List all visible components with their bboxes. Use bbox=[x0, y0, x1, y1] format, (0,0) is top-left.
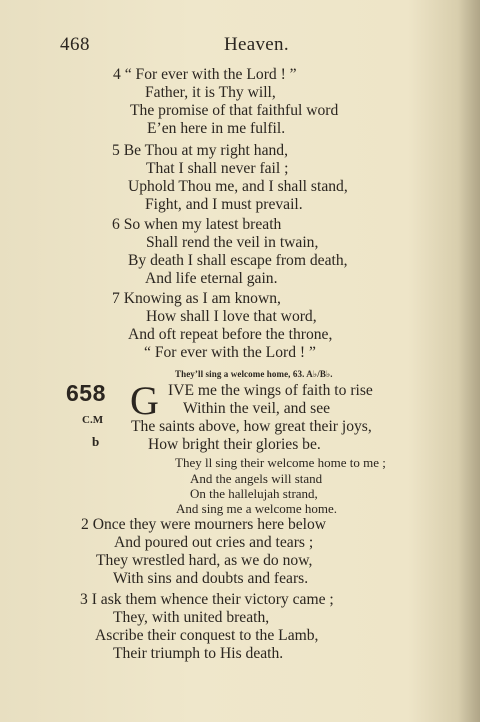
verse-line: Father, it is Thy will, bbox=[145, 84, 276, 101]
verse-line: That I shall never fail ; bbox=[146, 160, 289, 177]
verse-line: They, with united breath, bbox=[113, 609, 270, 626]
running-title: Heaven. bbox=[224, 34, 289, 55]
verse-line: 4 “ For ever with the Lord ! ” bbox=[113, 66, 297, 83]
verse-line: By death I shall escape from death, bbox=[128, 252, 348, 269]
verse-line: 5 Be Thou at my right hand, bbox=[112, 142, 288, 159]
verse-line: Fight, and I must prevail. bbox=[145, 196, 303, 213]
verse-line: 6 So when my latest breath bbox=[112, 216, 282, 233]
chorus-line: On the hallelujah strand, bbox=[190, 486, 318, 501]
verse-line: And life eternal gain. bbox=[145, 270, 278, 287]
meter-label: C.M bbox=[82, 414, 104, 426]
verse-line: 2 Once they were mourners here below bbox=[81, 516, 327, 533]
verse-line: How bright their glories be. bbox=[148, 436, 321, 453]
key-label: b bbox=[92, 434, 100, 449]
page-header bbox=[0, 34, 480, 58]
verse-line: E’en here in me fulfil. bbox=[147, 120, 286, 137]
verse-line: How shall I love that word, bbox=[146, 308, 317, 325]
drop-cap: G bbox=[130, 378, 157, 423]
verse-line: IVE me the wings of faith to rise bbox=[168, 382, 373, 399]
chorus-line: And the angels will stand bbox=[190, 471, 323, 486]
verse-line: Within the veil, and see bbox=[183, 400, 331, 417]
verse-line: Their triumph to His death. bbox=[113, 645, 284, 662]
page-number: 468 bbox=[60, 34, 90, 55]
verse-line: And poured out cries and tears ; bbox=[114, 534, 314, 551]
tune-note: They’ll sing a welcome home, 63. A♭/B♭. bbox=[175, 369, 333, 379]
verse-line: Shall rend the veil in twain, bbox=[146, 234, 319, 251]
verse-line: Ascribe their conquest to the Lamb, bbox=[95, 627, 319, 644]
chorus-line: And sing me a welcome home. bbox=[176, 501, 338, 516]
verse-line: 3 I ask them whence their victory came ; bbox=[80, 591, 334, 608]
page-gutter-shadow bbox=[458, 0, 480, 722]
verse-line: With sins and doubts and fears. bbox=[113, 570, 309, 587]
verse-line: And oft repeat before the throne, bbox=[128, 326, 333, 343]
chorus-line: They ll sing their welcome home to me ; bbox=[175, 455, 386, 470]
verse-line: The saints above, how great their joys, bbox=[131, 418, 372, 435]
verse-line: Uphold Thou me, and I shall stand, bbox=[128, 178, 348, 195]
verse-line: “ For ever with the Lord ! ” bbox=[144, 344, 316, 361]
verse-line: The promise of that faithful word bbox=[130, 102, 339, 119]
verse-line: They wrestled hard, as we do now, bbox=[96, 552, 313, 569]
hymn-number: 658 bbox=[66, 380, 106, 406]
verse-line: 7 Knowing as I am known, bbox=[112, 290, 281, 307]
